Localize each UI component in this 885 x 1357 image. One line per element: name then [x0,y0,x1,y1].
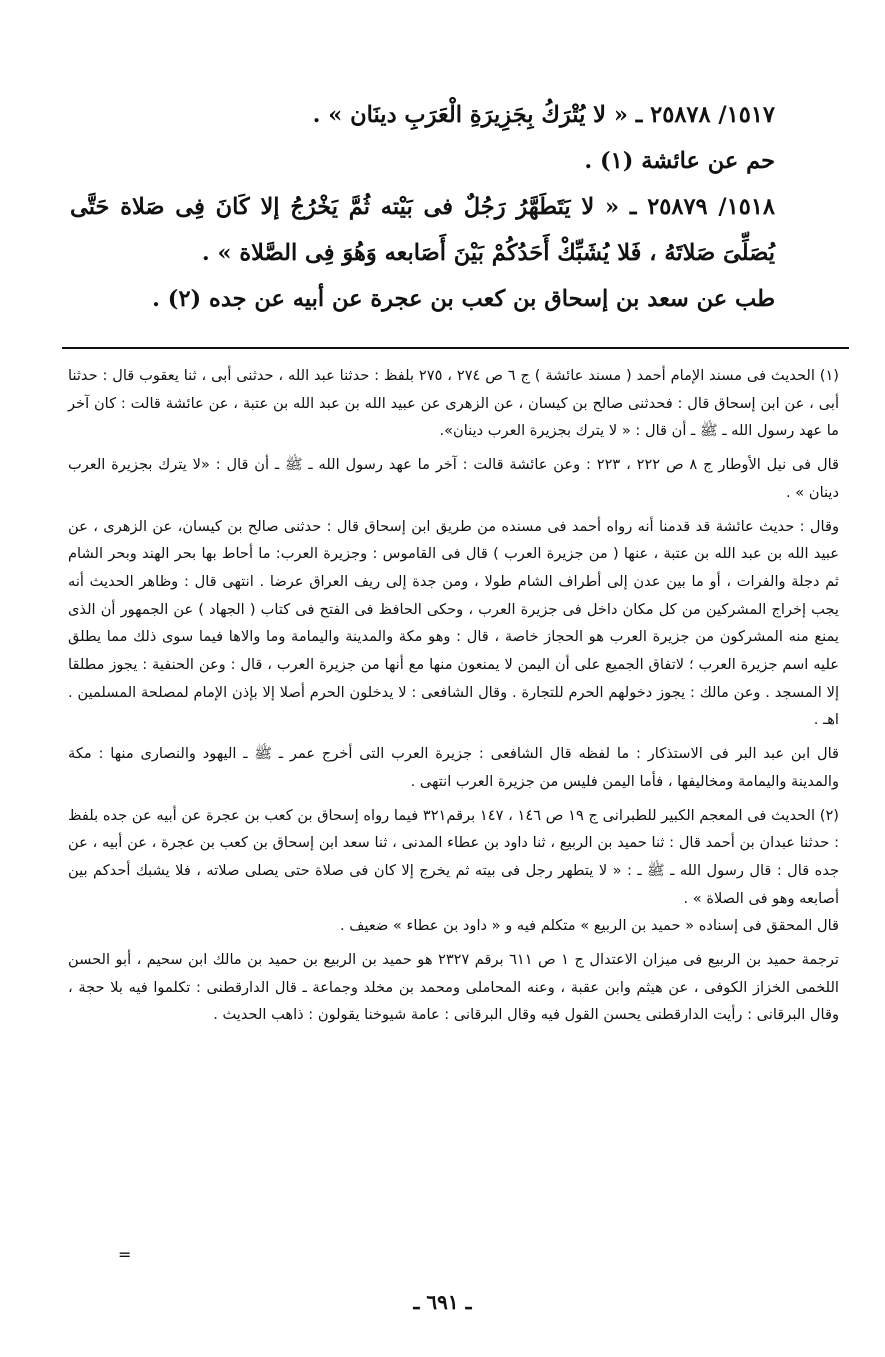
footnote-1: (١) الحديث فى مسند الإمام أحمد ( مسند عائشة ) ج ٦ ص ٢٧٤ ، ٢٧٥ بلفظ : حدثنا عبد الله ، حدثنى أبى ، ثنا يعقوب قال : حدثنا أبى ، عن ابن إسحاق قال : فحدثنى صالح بن كيسان ، عن الزهرى عن عبيد الله بن عبد الله بن عتبة ، عن عائشة قالت : كان آخر ما عهد رسول الله ـ ﷺ ـ أن قال : « لا يترك بجزيرة العرب دينان». [68,367,839,440]
footnote-1-commentary: وقال : حديث عائشة قد قدمنا أنه رواه أحمد فى مسنده من طريق ابن إسحاق قال : حدثنى صالح بن كيسان، عن الزهرى ، عن عبيد الله بن عبد الله بن عتبة ، عنها ( من جزيرة العرب ) قال فى القاموس : وجزيرة العرب: ما أحاط بها بحر الهند وبحر الشام ثم دجلة والفرات ، أو ما بين عدن إلى أطراف الشام طولا ، ومن جدة إلى ريف العراق عرضا . انتهى قال : وظاهر الحديث أنه يجب إخراج المشركين من كل مكان داخل فى جزيرة العرب ، وحكى الحافظ فى الفتح فى كتاب ( الجهاد ) عن الجمهور أن الذى يمنع منه المشركون من جزيرة العرب هو الحجاز خاصة ، قال : وهو مكة والمدينة واليمامة وما والاها فيما سوى ذلك مما يطلق عليه اسم جزيرة العرب ؛ لاتفاق الجميع على أن اليمن لا يمنعون منها مع أنها من جزيرة العرب ، قال : وعن الحنفية : يجوز مطلقا إلا المسجد . وعن مالك : يجوز دخولهم الحرم للتجارة . وقال الشافعى : لا يدخلون الحرم أصلا إلا بإذن الإمام لمصلحة المسلمين . اهـ . [68,517,839,729]
footnote-1-nayl: قال فى نيل الأوطار ج ٨ ص ٢٢٢ ، ٢٢٣ : وعن عائشة قالت : آخر ما عهد رسول الله ـ ﷺ ـ أن قال : «لا يترك بجزيرة العرب دينان » . [68,456,840,501]
footnote-2: (٢) الحديث فى المعجم الكبير للطبرانى ج ١٩ ص ١٤٦ ، ١٤٧ برقم٣٢١ فيما رواه إسحاق بن كعب بن عجرة عن أبيه عن جده بلفظ : حدثنا عبدان بن أحمد قال : ثنا حميد بن الربيع ، ثنا داود بن عطاء المدنى ، ثنا سعد ابن إسحاق بن كعب بن عجرة ، عن أبيه ، عن جده قال : قال رسول الله ـ ﷺ ـ : « لا يتطهر رجل فى بيته ثم يخرج إلا كان فى صلاة حتى يصلى صلاته ، فلا يشبك أحدكم بين أصابعه وهو فى الصلاة » . [68,806,839,907]
page-number: ـ ٦٩١ ـ [413,1290,472,1314]
footnote-separator [62,347,849,349]
hadith-1518: ١٥١٨/ ٢٥٨٧٩ ـ « لا يَتَطَهَّرُ رَجُلٌ فى بَيْته ثُمَّ يَخْرُجُ إلا كَانَ فِى صَلاة حَتَّى يُصَلِّىَ صَلاتَهُ ، فَلا يُشَبِّكْ أَحَدُكُمْ بَيْنَ أَصَابعه وَهُوَ فِى الصَّلاة » . [70,194,775,266]
main-text [70,92,813,322]
continuation-mark: = [118,1245,132,1264]
footnote-2-muhaqqiq: قال المحقق فى إسناده « حميد بن الربيع » متكلم فيه و « داود بن عطاء » ضعيف . [340,917,839,935]
footnote-2-tarjama: ترجمة حميد بن الربيع فى ميزان الاعتدال ج ١ ص ٦١١ برقم ٢٣٢٧ هو حميد بن الربيع بن حميد بن مالك ابن سحيم ، أبو الحسن اللخمى الخزاز الكوفى ، عن هيثم وابن عقبة ، وعنه المحاملى ومحمد بن مخلد وجماعة ـ قال الدارقطنى : تكلموا فيه بلا حجة ، وقال البرقانى : رأيت الدارقطنى يحسن القول فيه وقال البرقانى : عامة شيوخنا يقولون : ذاهب الحديث . [68,951,839,1024]
source-1517: حم عن عائشة (١) . [584,148,775,174]
hadith-1517: ١٥١٧/ ٢٥٨٧٨ ـ « لا يُتْرَكُ بِجَزِيرَةِ الْعَرَبِ دينَان » . [312,102,775,128]
footnotes [68,362,839,1029]
source-1518: طب عن سعد بن إسحاق بن كعب بن عجرة عن أبيه عن جده (٢) . [152,286,775,312]
footnote-1-istidhkar: قال ابن عبد البر فى الاستذكار : ما لفظه قال الشافعى : جزيرة العرب التى أخرج عمر ـ ﷺ ـ اليهود والنصارى منها : مكة والمدينة واليمامة ومخاليفها ، فأما اليمن فليس من جزيرة العرب انتهى . [68,745,839,790]
